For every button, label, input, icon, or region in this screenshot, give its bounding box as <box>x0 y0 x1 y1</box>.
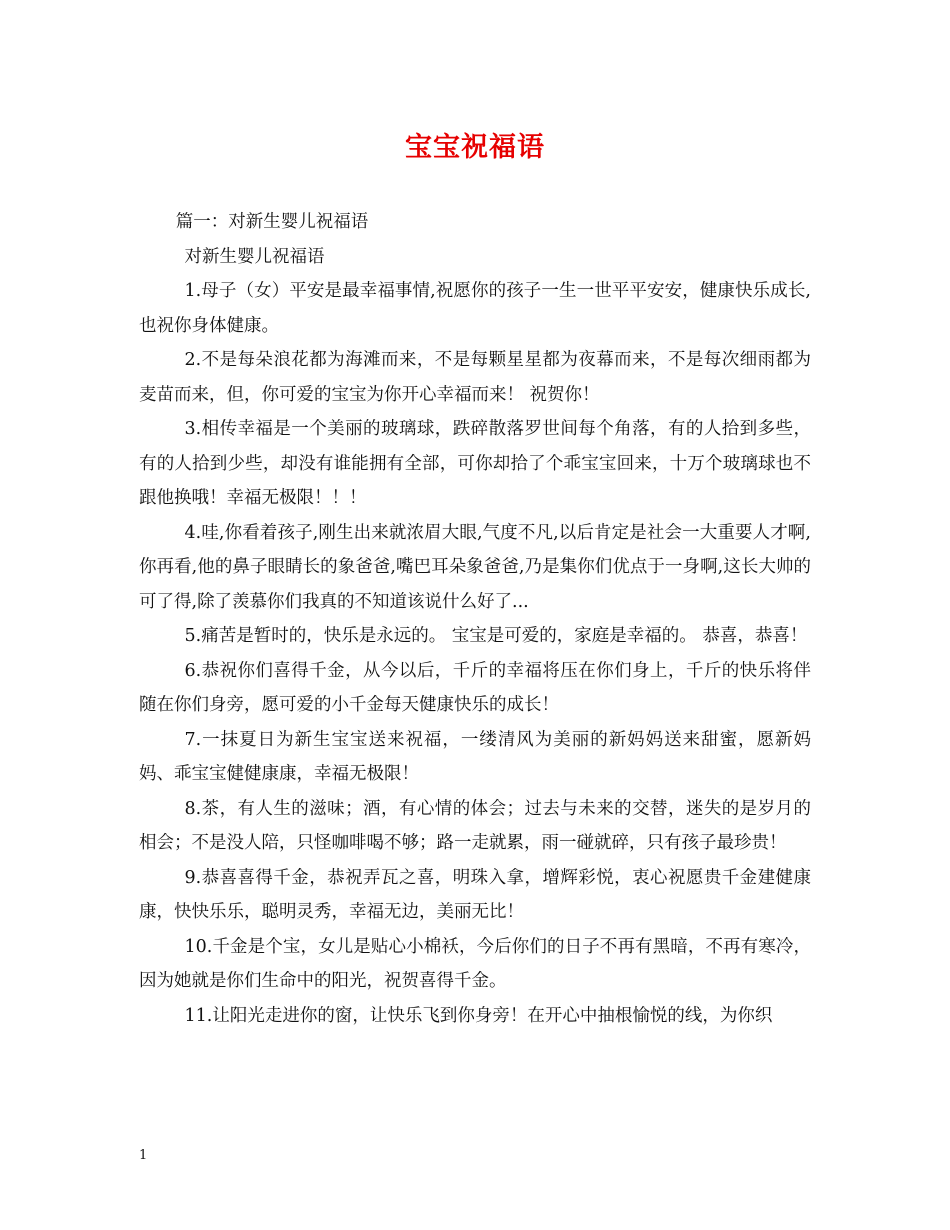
document-body <box>139 205 811 1033</box>
paragraph-9: 9.恭喜喜得千金，恭祝弄瓦之喜，明珠入拿，增辉彩悦，衷心祝愿贵千金建健康康，快快乐乐，聪明灵秀，幸福无边，美丽无比！ <box>139 867 811 922</box>
page-number: 1 <box>139 1148 148 1163</box>
paragraph-2: 2.不是每朵浪花都为海滩而来，不是每颗星星都为夜幕而来，不是每次细雨都为麦苗而来，但，你可爱的宝宝为你开心幸福而来！ 祝贺你！ <box>139 350 811 405</box>
paragraph-5: 5.痛苦是暂时的，快乐是永远的。 宝宝是可爱的，家庭是幸福的。 恭喜，恭喜！ <box>184 626 808 646</box>
subheading: 对新生婴儿祝福语 <box>184 246 325 267</box>
paragraph-3: 3.相传幸福是一个美丽的玻璃球，跌碎散落罗世间每个角落，有的人拾到多些，有的人拾到少些，却没有谁能拥有全部，可你却拾了个乖宝宝回来，十万个玻璃球也不跟他换哦！幸福无极限！！！ <box>139 419 811 508</box>
paragraph-1: 1.母子（女）平安是最幸福事情,祝愿你的孩子一生一世平平安安，健康快乐成长,也祝你身体健康。 <box>139 281 811 336</box>
paragraph-8: 8.茶，有人生的滋味；酒，有心情的体会；过去与未来的交替，迷失的是岁月的相会；不是没人陪，只怪咖啡喝不够；路一走就累，雨一碰就碎，只有孩子最珍贵！ <box>139 798 811 853</box>
document-title: 宝宝祝福语 <box>405 132 545 163</box>
paragraph-6: 6.恭祝你们喜得千金，从今以后，千斤的幸福将压在你们身上，千斤的快乐将伴随在你们身旁，愿可爱的小千金每天健康快乐的成长！ <box>139 660 811 715</box>
paragraph-7: 7.一抹夏日为新生宝宝送来祝福，一缕清风为美丽的新妈妈送来甜蜜，愿新妈妈、乖宝宝健健康康，幸福无极限！ <box>139 729 811 784</box>
paragraph-11: 11.让阳光走进你的窗，让快乐飞到你身旁！在开心中抽根愉悦的线，为你织 <box>184 1005 773 1026</box>
paragraph-10: 10.千金是个宝，女儿是贴心小棉袄，今后你们的日子不再有黑暗，不再有寒冷，因为她就是你们生命中的阳光，祝贺喜得千金。 <box>139 936 811 991</box>
section-heading: 篇一：对新生婴儿祝福语 <box>175 212 369 232</box>
paragraph-4: 4.哇,你看着孩子,刚生出来就浓眉大眼,气度不凡,以后肯定是社会一大重要人才啊,你再看,他的鼻子眼睛长的象爸爸,嘴巴耳朵象爸爸,乃是集你们优点于一身啊,这长大帅的可了得,除了羡慕你们我真的不知道该说什么好了... <box>139 522 811 612</box>
